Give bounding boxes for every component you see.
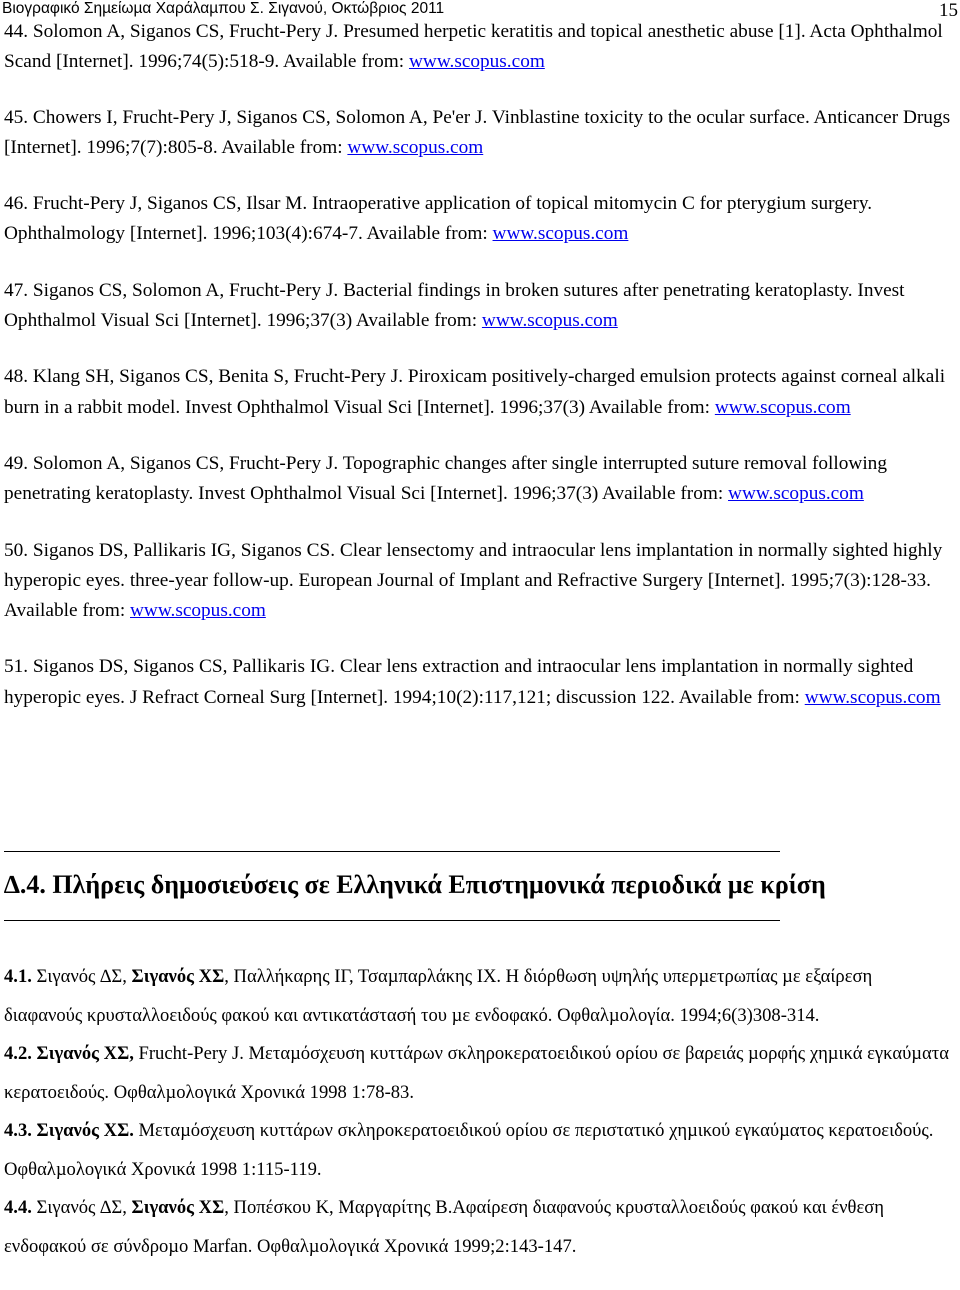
reference-text: Siganos DS, Pallikaris IG, Siganos CS. Clear lensectomy and intraocular lens implantation in normally sighted highly hyperopic eyes. three-year follow-up. European Journal of Implant and Refractive Surgery [Internet]. 1995;7(3):128-33. Available from: bbox=[4, 539, 943, 622]
publication-text: , Ποπέσκου Κ, Μαργαρίτης Β.Αφαίρεση διαφανούς κρυσταλλοειδούς φακού και ένθεση ενδοφακού σε σύνδροµο Marfan. Οφθαλµολογικά Χρονικά 1999;2:143-147. bbox=[4, 1197, 885, 1257]
reference-item bbox=[4, 362, 956, 423]
reference-item bbox=[4, 103, 956, 164]
publication-text: Μεταµόσχευση κυττάρων σκληροκερατοειδικού ορίου σε περιστατικό χηµικού εγκαύµατος κερατοειδούς. Οφθαλµολογικά Χρονικά 1998 1:115-119. bbox=[4, 1120, 934, 1180]
reference-text: Solomon A, Siganos CS, Frucht-Pery J. Topographic changes after single interrupted suture removal following penetrating keratoplasty. Invest Ophthalmol Visual Sci [Internet]. 1996;37(3) Available from: bbox=[4, 452, 887, 505]
reference-number: 49. bbox=[4, 452, 29, 474]
english-reference-list bbox=[4, 17, 956, 739]
section-divider-top bbox=[4, 851, 780, 852]
reference-item bbox=[4, 536, 956, 627]
reference-item bbox=[4, 652, 956, 713]
publication-text: , Παλλήκαρης ΙΓ, Τσαµπαρλάκης ΙΧ. Η διόρθωση υψηλής υπερµετρωπίας µε εξαίρεση διαφανούς κρυσταλλοειδούς φακού και αντικατάστασή του µε ενδοφακό. Οφθαλµολογία. 1994;6(3)308-314. bbox=[4, 966, 873, 1026]
publication-author-highlight: Σιγανός ΧΣ. bbox=[36, 1120, 134, 1141]
reference-number: 47. bbox=[4, 279, 29, 301]
reference-text: Siganos DS, Siganos CS, Pallikaris IG. Clear lens extraction and intraocular lens implantation in normally sighted hyperopic eyes. J Refract Corneal Surg [Internet]. 1994;10(2):117,121; discussion 122. Available from: bbox=[4, 656, 914, 708]
scopus-link[interactable]: www.scopus.com bbox=[714, 396, 851, 418]
reference-text: Klang SH, Siganos CS, Benita S, Frucht-Pery J. Piroxicam positively-charged emulsion protects against corneal alkali burn in a rabbit model. Invest Ophthalmol Visual Sci [Internet]. 1996;37(3) Available from: bbox=[4, 366, 946, 418]
reference-number: 51. bbox=[4, 656, 29, 678]
publication-author-highlight: Σιγανός ΧΣ bbox=[131, 966, 225, 987]
publication-number: 4.4. bbox=[4, 1197, 32, 1218]
publication-number: 4.3. bbox=[4, 1120, 32, 1141]
scopus-link[interactable]: www.scopus.com bbox=[804, 686, 941, 708]
reference-text: Siganos CS, Solomon A, Frucht-Pery J. Bacterial findings in broken sutures after penetrating keratoplasty. Invest Ophthalmol Visual Sci [Internet]. 1996;37(3) Available from: bbox=[4, 279, 905, 332]
publication-author-highlight: Σιγανός ΧΣ bbox=[131, 1197, 225, 1218]
running-header: Βιογραφικό Σηµείωµα Χαράλαµπου Σ. Σιγανού, Οκτώβριος 2011 bbox=[2, 0, 445, 17]
greek-publication-list bbox=[4, 958, 954, 1266]
scopus-link[interactable]: www.scopus.com bbox=[492, 223, 629, 245]
scopus-link[interactable]: www.scopus.com bbox=[347, 136, 484, 158]
greek-publication-item bbox=[4, 1189, 954, 1266]
publication-text: Frucht-Pery J. Μεταµόσχευση κυττάρων σκληροκερατοειδικού ορίου σε βαρειάς µορφής χηµικά εγκαύµατα κερατοειδούς. Οφθαλµολογικά Χρονικά 1998 1:78-83. bbox=[4, 1043, 949, 1103]
section-heading: ∆.4. Πλήρεις δηµοσιεύσεις σε Ελληνικά Επιστηµονικά περιοδικά µε κρίση bbox=[4, 870, 826, 899]
publication-authors-pre: Σιγανός ∆Σ, bbox=[31, 1197, 132, 1218]
publication-number: 4.2. bbox=[4, 1043, 32, 1064]
reference-item bbox=[4, 276, 956, 337]
scopus-link[interactable]: www.scopus.com bbox=[481, 310, 618, 332]
reference-item bbox=[4, 189, 956, 250]
publication-authors-pre: Σιγανός ∆Σ, bbox=[31, 966, 132, 987]
greek-publication-item bbox=[4, 1035, 954, 1112]
scopus-link[interactable]: www.scopus.com bbox=[728, 483, 864, 505]
reference-item bbox=[4, 449, 956, 510]
section-divider-bottom bbox=[4, 920, 780, 921]
reference-number: 48. bbox=[4, 366, 29, 388]
page-number: 15 bbox=[939, 0, 958, 21]
reference-text: Chowers I, Frucht-Pery J, Siganos CS, Solomon A, Pe'er J. Vinblastine toxicity to the ocular surface. Anticancer Drugs [Internet]. 1996;7(7):805-8. Available from: bbox=[4, 106, 951, 158]
scopus-link[interactable]: www.scopus.com bbox=[408, 51, 545, 73]
reference-number: 44. bbox=[4, 21, 29, 42]
reference-text: Solomon A, Siganos CS, Frucht-Pery J. Presumed herpetic keratitis and topical anesthetic abuse [1]. Acta Ophthalmol Scand [Internet]. 1996;74(5):518-9. Available from: bbox=[4, 21, 943, 73]
reference-text: Frucht-Pery J, Siganos CS, Ilsar M. Intraoperative application of topical mitomycin C for pterygium surgery. Ophthalmology [Internet]. 1996;103(4):674-7. Available from: bbox=[4, 193, 873, 245]
greek-publication-item bbox=[4, 958, 954, 1035]
reference-item bbox=[4, 17, 956, 78]
publication-number: 4.1. bbox=[4, 966, 32, 987]
reference-number: 45. bbox=[4, 106, 29, 128]
greek-publication-item bbox=[4, 1112, 954, 1189]
scopus-link[interactable]: www.scopus.com bbox=[130, 600, 266, 622]
reference-number: 46. bbox=[4, 193, 29, 215]
reference-number: 50. bbox=[4, 539, 29, 561]
publication-author-highlight: Σιγανός ΧΣ, bbox=[36, 1043, 134, 1064]
